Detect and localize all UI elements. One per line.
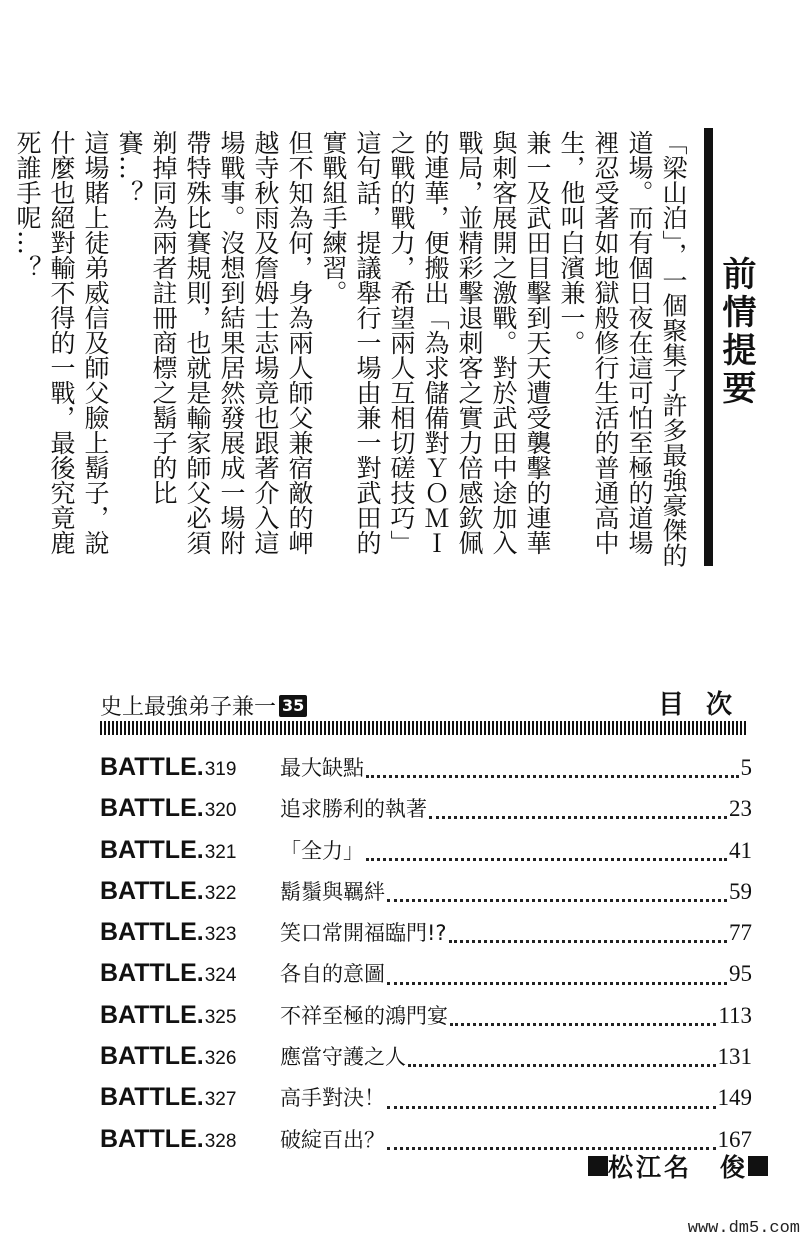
- chapter-title: 高手對決！: [280, 1086, 385, 1111]
- dot-leader: [449, 940, 727, 943]
- synopsis-paragraph: 「梁山泊」，一個聚集了許多最強豪傑的道場。而有個日夜在這可怕至極的道場裡忍受著如地獄般修行生活的普通高中生，他叫白濱兼一。: [557, 130, 688, 568]
- dot-leader: [387, 982, 727, 985]
- synopsis-paragraph: 但不知為何，身為兩人師父兼宿敵的岬越寺秋雨及詹姆士志場竟也跟著介入這場戰事。沒想到結果居然發展成一場附帶特殊比賽規則，也就是輸家師父必須剃掉同為兩者註冊商標之鬍子的比賽…？: [115, 130, 314, 555]
- toc-list: [100, 752, 752, 1165]
- chapter-title: 各自的意圖: [280, 962, 385, 987]
- dot-leader: [450, 1023, 716, 1026]
- battle-label: BATTLE.319: [100, 753, 237, 781]
- battle-label: BATTLE.328: [100, 1124, 237, 1153]
- dot-leader: [366, 775, 739, 778]
- toc-heading: 目次: [658, 690, 755, 720]
- chapter-title: 「全力」: [280, 838, 364, 863]
- battle-label: BATTLE.322: [100, 876, 237, 905]
- toc-entry: [100, 917, 752, 958]
- battle-label: BATTLE.321: [100, 835, 237, 864]
- decorative-stripe: [100, 721, 746, 735]
- toc-entry: [100, 835, 752, 876]
- toc-entry: [100, 1082, 752, 1123]
- page-number: 113: [718, 1002, 752, 1028]
- toc-entry: [100, 1000, 752, 1041]
- page-number: 23: [729, 796, 752, 822]
- dot-leader: [408, 1064, 716, 1067]
- chapter-title: 追求勝利的執著: [280, 797, 427, 822]
- page-number: 41: [729, 837, 752, 863]
- toc-entry: [100, 752, 752, 793]
- toc-entry: [100, 958, 752, 999]
- dot-leader: [387, 1106, 716, 1109]
- page-number: 167: [717, 1126, 752, 1152]
- synopsis-title-bar: [704, 128, 713, 566]
- page-number: 59: [729, 878, 752, 904]
- synopsis-title: 前情提要: [716, 256, 756, 408]
- battle-label: BATTLE.323: [100, 918, 237, 947]
- dot-leader: [366, 858, 727, 861]
- volume-badge: 35: [279, 695, 307, 717]
- battle-label: BATTLE.320: [100, 794, 237, 823]
- chapter-title: 應當守護之人: [280, 1045, 406, 1070]
- battle-label: BATTLE.326: [100, 1042, 237, 1071]
- author-credit: [588, 1148, 768, 1184]
- chapter-title: 笑口常開福臨門!?: [280, 921, 447, 946]
- chapter-title: 破綻百出？: [280, 1127, 385, 1152]
- dot-leader: [429, 816, 727, 819]
- page-number: 149: [717, 1085, 752, 1111]
- dot-leader: [387, 899, 727, 902]
- watermark: www.dm5.com: [682, 1217, 806, 1240]
- battle-label: BATTLE.324: [100, 959, 237, 988]
- chapter-title: 最大缺點: [280, 756, 364, 780]
- toc-entry: [100, 876, 752, 917]
- page-number: 95: [729, 961, 752, 987]
- author-name: 松江名 俊: [607, 1153, 748, 1182]
- chapter-title: 鬍鬚與羈絆: [280, 879, 385, 904]
- synopsis-paragraph: 兼一及武田目擊到天天遭受襲擊的連華與刺客展開之激戰。對於武田中途加入戰局，並精彩擊退刺客之實力倍感欽佩的連華，便搬出「為求儲備對ＹＯＭＩ之戰的戰力，希望兩人互相切磋技巧」這句話，提議舉行一場由兼一對武田的實戰組手練習。: [319, 130, 552, 555]
- chapter-title: 不祥至極的鴻門宴: [280, 1003, 448, 1028]
- series-title: [100, 690, 307, 721]
- page-number: 131: [717, 1044, 752, 1070]
- square-icon: [748, 1156, 768, 1176]
- toc-entry: [100, 1041, 752, 1082]
- series-title-text: 史上最強弟子兼一: [100, 695, 277, 720]
- battle-label: BATTLE.325: [100, 1000, 237, 1029]
- page-number: 5: [740, 755, 752, 780]
- synopsis-paragraph: 這場賭上徒弟威信及師父臉上鬍子，說什麼也絕對輸不得的一戰，最後究竟鹿死誰手呢…？: [13, 130, 110, 555]
- synopsis-body: [13, 130, 690, 570]
- toc-entry: [100, 793, 752, 834]
- page-number: 77: [729, 920, 752, 946]
- square-icon: [588, 1156, 608, 1176]
- battle-label: BATTLE.327: [100, 1083, 237, 1112]
